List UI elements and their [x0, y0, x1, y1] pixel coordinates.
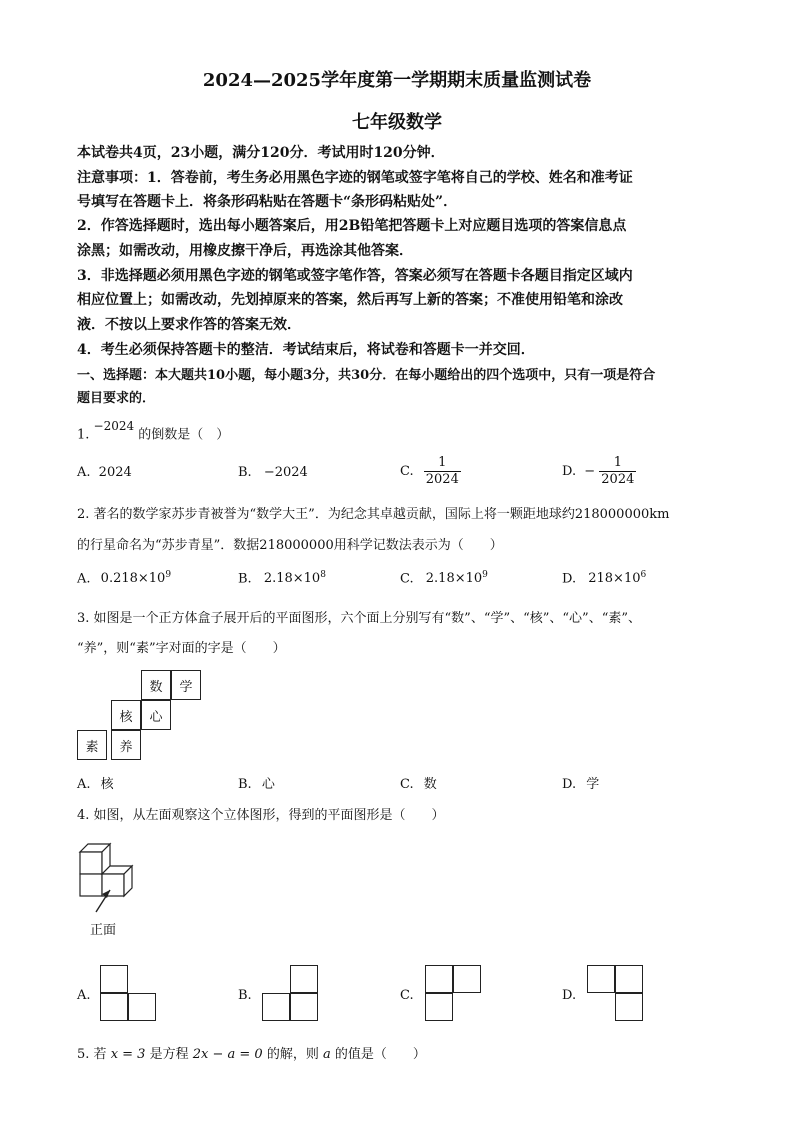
- exponent: 8: [320, 570, 326, 580]
- option-label: A.: [77, 777, 91, 792]
- notes-line-2: 注意事项：1．答卷前，考生务必用黑色字迹的钢笔或签字笔将自己的学校、姓名和准考证: [77, 170, 633, 186]
- square: [128, 993, 156, 1021]
- exam-title: 2024—2025学年度第一学期期末质量监测试卷: [202, 70, 592, 91]
- notes-line-3: 号填写在答题卡上．将条形码粘贴在答题卡“条形码粘贴处”．: [77, 194, 458, 210]
- square: [453, 965, 481, 993]
- option-label: B.: [238, 571, 252, 587]
- square: [615, 965, 643, 993]
- q4-option-c-figure[interactable]: [425, 965, 485, 1025]
- option-value: 核: [100, 777, 114, 792]
- square: [100, 993, 128, 1021]
- net-cell-shu: 数: [141, 670, 171, 700]
- option-label: B.: [238, 777, 252, 792]
- q1-option-b[interactable]: [238, 465, 308, 480]
- net-cell-he: 核: [111, 700, 141, 730]
- notes-line-4: 2．作答选择题时，选出每小题答案后，用2B铅笔把答题卡上对应题目选项的答案信息点: [77, 218, 627, 234]
- q4-option-d-label[interactable]: D.: [562, 988, 577, 1003]
- notes-line-5: 涂黑；如需改动，用橡皮擦干净后，再选涂其他答案．: [77, 243, 413, 259]
- solid-figure-3d: [74, 838, 154, 918]
- exponent: 9: [165, 570, 172, 580]
- option-label: D.: [562, 464, 577, 479]
- q2-option-c[interactable]: [400, 570, 488, 586]
- square: [425, 993, 453, 1021]
- question-1-text: 的倒数是（ ）: [138, 427, 230, 443]
- q3-option-d[interactable]: [562, 773, 599, 792]
- q3-option-a[interactable]: [77, 773, 114, 792]
- option-label: D.: [562, 571, 577, 587]
- q5-equation: 2x − a = 0: [192, 1047, 263, 1062]
- square: [100, 965, 128, 993]
- question-1-stem: [77, 419, 230, 443]
- exponent: 6: [640, 570, 647, 580]
- q5-prefix: 5. 若: [77, 1047, 107, 1062]
- option-value: 2024: [98, 465, 132, 480]
- q5-condition: x = 3: [110, 1047, 146, 1062]
- notes-line-7: 相应位置上；如需改动，先划掉原来的答案，然后再写上新的答案；不准使用铅笔和涂改: [77, 292, 623, 308]
- front-label: 正面: [90, 923, 117, 938]
- option-label: D.: [562, 777, 577, 792]
- square: [290, 965, 318, 993]
- fraction: [424, 455, 461, 488]
- notes-line-1: 本试卷共4页，23小题，满分120分．考试用时120分钟．: [77, 145, 445, 161]
- question-4-stem: 4. 如图，从左面观察这个立体图形，得到的平面图形是（ ）: [77, 808, 445, 823]
- option-value: 0.218×10: [100, 571, 166, 587]
- option-value: 2.18×10: [263, 571, 321, 587]
- square: [587, 965, 615, 993]
- q4-option-d-figure[interactable]: [587, 965, 647, 1025]
- question-2-line-1: 2. 著名的数学家苏步青被誉为“数学大王”．为纪念其卓越贡献，国际上将一颗距地球约218000000km: [77, 507, 670, 522]
- square: [290, 993, 318, 1021]
- option-label: B.: [238, 465, 252, 480]
- q4-option-a-label[interactable]: A.: [77, 988, 91, 1003]
- cube-net-figure: [77, 670, 217, 762]
- q5-mid2: 的解，则: [266, 1047, 319, 1062]
- question-5-stem: [77, 1043, 426, 1062]
- fraction: [599, 455, 636, 488]
- q1-option-c[interactable]: [400, 455, 461, 488]
- q4-option-b-label[interactable]: B.: [238, 988, 252, 1003]
- question-number: 1.: [77, 427, 90, 443]
- option-label: C.: [400, 464, 414, 479]
- option-value: 2.18×10: [425, 571, 483, 587]
- square: [615, 993, 643, 1021]
- q1-option-a[interactable]: [77, 465, 132, 480]
- square: [425, 965, 453, 993]
- q3-option-c[interactable]: [400, 773, 437, 792]
- option-label: A.: [77, 571, 91, 587]
- section-heading-line-2: 题目要求的．: [77, 391, 156, 406]
- q4-option-a-figure[interactable]: [100, 965, 160, 1025]
- option-label: C.: [400, 571, 414, 587]
- square: [262, 993, 290, 1021]
- exponent: 9: [482, 570, 488, 580]
- option-value: −2024: [263, 465, 308, 480]
- q1-option-d[interactable]: [562, 455, 636, 488]
- minus-sign: −: [584, 464, 596, 479]
- option-label: C.: [400, 777, 414, 792]
- net-cell-xin: 心: [141, 700, 171, 730]
- net-cell-yang: 养: [111, 730, 141, 760]
- exam-subtitle: 七年级数学: [352, 112, 442, 133]
- section-heading-line-1: 一、选择题：本大题共10小题，每小题3分，共30分．在每小题给出的四个选项中，只有一项是符合: [77, 368, 656, 383]
- q4-option-c-label[interactable]: C.: [400, 988, 414, 1003]
- question-2-line-2: 的行星命名为“苏步青星”．数据218000000用科学记数法表示为（ ）: [77, 538, 503, 553]
- notes-line-8: 液．不按以上要求作答的答案无效．: [77, 317, 301, 333]
- q5-variable: a: [323, 1047, 331, 1062]
- net-cell-xue: 学: [171, 670, 201, 700]
- notes-line-6: 3．非选择题必须用黑色字迹的钢笔或签字笔作答，答案必须写在答题卡各题目指定区域内: [77, 268, 633, 284]
- q5-mid: 是方程: [149, 1047, 189, 1062]
- option-value: 心: [261, 777, 275, 792]
- q5-suffix: 的值是（ ）: [334, 1047, 426, 1062]
- fraction-denominator: 2024: [601, 472, 635, 487]
- question-1-expression: −2024: [93, 419, 135, 433]
- notes-line-9: 4．考生必须保持答题卡的整洁．考试结束后，将试卷和答题卡一并交回．: [77, 342, 535, 358]
- option-value: 数: [423, 777, 437, 792]
- fraction-numerator: 1: [613, 455, 622, 470]
- net-cell-su: 素: [77, 730, 107, 760]
- option-value: 学: [586, 777, 600, 792]
- question-3-line-1: 3. 如图是一个正方体盒子展开后的平面图形，六个面上分别写有“数”、“学”、“核”、“心”、“素”、: [77, 611, 641, 626]
- option-label: A.: [77, 465, 91, 480]
- fraction-denominator: 2024: [425, 472, 459, 487]
- fraction-numerator: 1: [438, 455, 447, 470]
- q2-option-b[interactable]: [238, 570, 326, 586]
- q4-option-b-figure[interactable]: [262, 965, 322, 1025]
- q2-option-d[interactable]: [562, 570, 646, 586]
- q3-option-b[interactable]: [238, 773, 275, 792]
- question-3-line-2: “养”，则“素”字对面的字是（ ）: [77, 641, 286, 656]
- option-value: 218×10: [588, 571, 641, 587]
- q2-option-a[interactable]: [77, 570, 171, 586]
